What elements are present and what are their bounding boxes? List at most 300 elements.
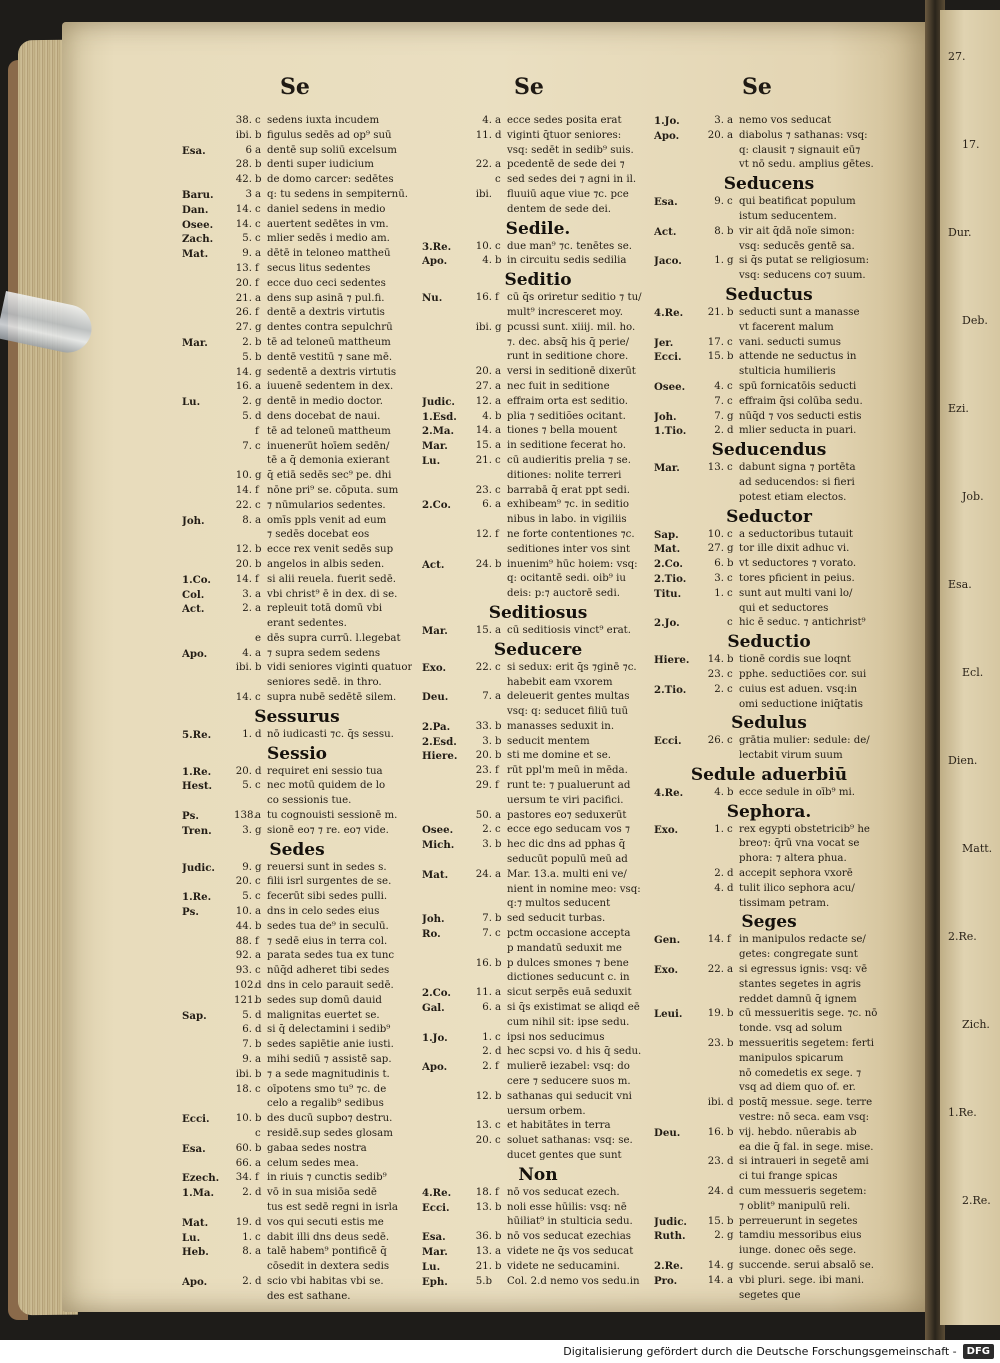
entry-ref	[654, 395, 706, 410]
entry-ref: Exo.	[654, 964, 679, 977]
entry-let: a	[495, 159, 502, 171]
entry-num: 22.	[707, 964, 724, 976]
entry-txt: nō iudicasti ⁊c. q̄s sessu.	[267, 728, 394, 740]
entry-let	[255, 528, 267, 543]
entry-txt: secus litus sedentes	[267, 262, 371, 274]
entry-let: f	[255, 425, 259, 437]
entry-txt: fecerūt sibi sedes pulli.	[267, 891, 388, 903]
concordance-entry	[422, 1260, 654, 1275]
concordance-entry	[654, 948, 884, 963]
entry-txt: des ducū supbo⁊ destru.	[267, 1113, 393, 1125]
entry-let: f	[255, 1172, 259, 1184]
entry-num: 10.	[475, 240, 492, 252]
concordance-entry	[422, 188, 654, 203]
entry-let	[727, 1200, 739, 1215]
entry-num	[234, 794, 255, 809]
entry-let: b	[495, 1090, 502, 1102]
entry-ref	[182, 158, 234, 173]
entry-ref	[654, 1096, 706, 1111]
entry-txt: uersum te viri pacifici.	[507, 794, 624, 806]
entry-ref: 5.Re.	[182, 728, 212, 741]
entry-ref: Gal.	[422, 1002, 445, 1015]
entry-ref: 4.Re.	[654, 306, 684, 319]
entry-txt: seditiones inter vos sint	[507, 543, 631, 555]
entry-num	[474, 513, 495, 528]
concordance-entry	[654, 653, 884, 668]
entry-ref: 2.Esd.	[422, 735, 457, 748]
entry-let	[255, 1290, 267, 1305]
entry-txt: mult⁹ incresceret moy.	[507, 306, 623, 318]
concordance-entry	[182, 588, 412, 603]
entry-ref	[654, 1289, 706, 1304]
entry-let: a	[495, 366, 502, 378]
entry-let: g	[727, 543, 734, 555]
entry-let: d	[727, 868, 734, 880]
concordance-entry	[654, 210, 884, 225]
entry-let	[495, 1016, 507, 1031]
entry-num	[706, 210, 727, 225]
entry-txt: grātia mulier: sedule: de/	[739, 735, 870, 747]
entry-ref: Esa.	[422, 1231, 446, 1244]
entry-num: 20.	[475, 366, 492, 378]
entry-num: 21.	[475, 454, 492, 466]
entry-ref	[654, 1141, 706, 1156]
concordance-entry	[654, 158, 884, 173]
entry-ref: Apo.	[182, 647, 208, 660]
entry-txt: rex egypti obstetricib⁹ he	[739, 823, 870, 835]
entry-txt: phora: ⁊ altera phua.	[739, 853, 847, 865]
entry-txt: reddet damnū q̄ ignem	[739, 993, 857, 1005]
entry-ref: Mar.	[422, 1245, 448, 1258]
entry-let: a	[255, 906, 262, 918]
entry-txt: hec scpsi vo. d his q̄ sedu.	[507, 1046, 642, 1058]
entry-let: c	[255, 233, 261, 245]
entry-ref	[422, 971, 474, 986]
entry-ref	[182, 528, 234, 543]
entry-ref	[422, 897, 474, 912]
entry-txt: ipsi nos seducimus	[507, 1031, 605, 1043]
concordance-entry	[422, 749, 654, 764]
entry-num	[706, 978, 727, 993]
entry-let	[495, 336, 507, 351]
entry-txt: cū q̄s oriretur seditio ⁊ tu/	[507, 292, 642, 304]
entry-txt: perreuerunt in segetes	[739, 1215, 858, 1227]
entry-let: f	[495, 1186, 499, 1198]
entry-ref: Esa.	[182, 1142, 206, 1155]
entry-txt: istum seducentem.	[739, 210, 837, 222]
entry-num: 88.	[235, 935, 252, 947]
entry-txt: pastores eo⁊ seduxerūt	[507, 809, 627, 821]
entry-ref	[422, 764, 474, 779]
entry-num: 102.	[234, 980, 257, 992]
concordance-entry	[654, 993, 884, 1008]
concordance-entry	[422, 883, 654, 898]
entry-let: d	[255, 728, 262, 740]
concordance-entry	[422, 624, 654, 639]
concordance-entry	[654, 749, 884, 764]
concordance-entry	[422, 543, 654, 558]
concordance-entry	[654, 933, 884, 948]
entry-num: 26.	[707, 735, 724, 747]
entry-let	[727, 1170, 739, 1185]
entry-num: 33.	[475, 720, 492, 732]
entry-ref: Sap.	[182, 1009, 207, 1022]
entry-num: 12.	[475, 1090, 492, 1102]
entry-num	[234, 454, 255, 469]
concordance-entry	[422, 350, 654, 365]
entry-num: 23.	[707, 1156, 724, 1168]
entry-ref	[654, 1155, 706, 1170]
concordance-entry	[422, 203, 654, 218]
entry-let: g	[255, 824, 262, 836]
entry-txt: tionē cordis sue loqnt	[739, 654, 851, 666]
entry-let: a	[727, 964, 734, 976]
concordance-entry	[182, 1216, 412, 1231]
concordance-entry	[182, 1171, 412, 1186]
entry-let: c	[495, 454, 501, 466]
entry-ref	[182, 676, 234, 691]
entry-txt: vt facerent malum	[739, 321, 834, 333]
concordance-entry	[654, 380, 884, 395]
entry-ref	[182, 292, 234, 307]
entry-txt: cū seditiosis vinct⁹ erat.	[507, 624, 631, 636]
concordance-entry	[654, 1007, 884, 1022]
entry-txt: effraim q̄si colūba sedu.	[739, 395, 863, 407]
entry-num: 7.	[482, 691, 492, 703]
concordance-entry	[182, 395, 412, 410]
entry-txt: nient in nomine meo: vsq:	[507, 883, 641, 895]
entry-let: b	[255, 1142, 262, 1154]
entry-ref	[182, 277, 234, 292]
entry-ref: Heb.	[182, 1246, 209, 1259]
entry-txt: cum messueris segetem:	[739, 1186, 867, 1198]
entry-txt: reuersi sunt in sedes s.	[267, 861, 387, 873]
column-1-lines	[182, 114, 412, 1305]
concordance-entry	[182, 440, 412, 455]
entry-let: a	[495, 1245, 502, 1257]
concordance-entry	[654, 254, 884, 269]
entry-num: 1.	[714, 255, 724, 267]
entry-ref	[654, 668, 706, 683]
entry-num: 4.	[714, 786, 724, 798]
concordance-entry	[182, 218, 412, 233]
entry-txt: vbi pluri. sege. ibi mani.	[739, 1274, 865, 1286]
entry-num: 24.	[475, 558, 492, 570]
entry-let	[495, 1215, 507, 1230]
entry-txt: versi in seditionē dixerūt	[507, 366, 636, 378]
entry-let: f	[495, 765, 499, 777]
entry-let: d	[255, 765, 262, 777]
entry-let: a	[495, 624, 502, 636]
concordance-entry	[422, 1060, 654, 1075]
entry-txt: tē ad teloneū mattheum	[267, 336, 391, 348]
entry-ref: Mat.	[422, 868, 449, 881]
entry-num: 12.	[475, 528, 492, 540]
entry-num: 60.	[235, 1142, 252, 1154]
entry-num: 2.	[482, 1061, 492, 1073]
entry-num: 5.	[242, 1009, 252, 1021]
entry-ref: Sap.	[654, 528, 679, 541]
concordance-entry	[422, 173, 654, 188]
entry-num	[706, 602, 727, 617]
concordance-entry	[654, 734, 884, 749]
entry-num	[706, 1052, 727, 1067]
entry-let: c	[495, 1135, 501, 1147]
entry-num: 22.	[235, 499, 252, 511]
concordance-entry	[422, 1001, 654, 1016]
entry-let: b	[255, 336, 262, 348]
entry-ref	[422, 779, 474, 794]
entry-ref	[422, 1105, 474, 1120]
entry-num: 14.	[707, 1260, 724, 1271]
entry-txt: nec fuit in seditione	[507, 380, 610, 392]
entry-txt: inuenim⁹ hūc hoiem: vsq:	[507, 558, 638, 570]
entry-let: b	[255, 351, 262, 363]
entry-txt: ⁊ a sede magnitudinis t.	[267, 1068, 390, 1080]
entry-let: c	[255, 1083, 261, 1095]
entry-txt: dictiones seducunt c. in	[507, 972, 630, 984]
entry-num: 14.	[235, 366, 252, 378]
entry-let: b	[495, 750, 502, 762]
concordance-entry	[422, 661, 654, 676]
entry-ref	[422, 380, 474, 395]
entry-num: 5.	[242, 233, 252, 245]
entry-let	[495, 971, 507, 986]
entry-num	[474, 350, 495, 365]
entry-ref	[182, 1127, 234, 1142]
entry-txt: dentes contra sepulchrū	[267, 322, 393, 334]
entry-let: b	[727, 786, 734, 798]
concordance-entry	[422, 779, 654, 794]
concordance-entry	[182, 573, 412, 588]
headword: Seditio	[504, 270, 572, 291]
entry-num: 5.	[242, 410, 252, 422]
entry-num	[234, 676, 255, 691]
entry-num: 11.	[475, 129, 492, 141]
entry-txt: et habitātes in terra	[507, 1120, 611, 1132]
entry-let: b	[255, 662, 262, 674]
entry-let: d	[727, 1156, 734, 1168]
entry-ref	[422, 321, 474, 336]
headword: Seducendus	[711, 440, 827, 461]
entry-let: a	[255, 144, 262, 156]
entry-txt: dens sup asinā ⁊ pul.fi.	[267, 292, 385, 304]
entry-let: f	[255, 277, 259, 289]
entry-ref: Ecci.	[654, 735, 682, 748]
entry-txt: in circuitu sedis sedilia	[507, 255, 627, 267]
entry-txt: vsq: q: seducet filiū tuū	[507, 706, 629, 718]
entry-txt: des est sathane.	[267, 1290, 351, 1302]
entry-let: g	[727, 1230, 734, 1242]
entry-let: b	[495, 1201, 502, 1213]
concordance-entry	[422, 484, 654, 499]
entry-num: 19.	[235, 1216, 252, 1228]
entry-ref	[654, 491, 706, 506]
entry-ref	[182, 1157, 234, 1172]
entry-txt: nōne pri⁹ se. cōputa. sum	[267, 484, 399, 496]
column-header-2: Se	[514, 74, 544, 100]
concordance-entry	[182, 809, 412, 824]
entry-let	[727, 749, 739, 764]
entry-num: 7.	[482, 913, 492, 925]
concordance-entry	[182, 1290, 412, 1305]
entry-let: e	[255, 632, 262, 644]
entry-let: f	[495, 528, 499, 540]
concordance-entry	[182, 262, 412, 277]
entry-ref: Mar.	[182, 336, 208, 349]
entry-txt: pctm occasione accepta	[507, 928, 631, 940]
concordance-entry	[182, 1023, 412, 1038]
entry-num: 14.	[235, 573, 252, 585]
concordance-entry	[182, 277, 412, 292]
concordance-entry	[182, 247, 412, 262]
concordance-entry	[422, 144, 654, 159]
entry-let: a	[495, 395, 502, 407]
entry-txt: succende. serui absalō se.	[739, 1260, 875, 1271]
concordance-entry	[654, 365, 884, 380]
concordance-entry	[654, 129, 884, 144]
entry-let: c	[255, 499, 261, 511]
entry-let	[727, 240, 739, 255]
entry-num: 10.	[235, 470, 252, 482]
entry-ref	[422, 794, 474, 809]
entry-num	[706, 993, 727, 1008]
entry-txt: omi seductione iniq̄tatis	[739, 698, 863, 710]
entry-num: 6.	[242, 1024, 252, 1036]
entry-let: a	[495, 115, 502, 126]
entry-num	[706, 897, 727, 912]
entry-num: 2.	[482, 824, 492, 836]
entry-txt: stantes segetes in agris	[739, 978, 861, 990]
concordance-entry	[654, 1126, 884, 1141]
entry-num: 8.	[242, 514, 252, 526]
entry-ref: Esa.	[654, 196, 678, 209]
entry-num: 9.	[242, 861, 252, 873]
entry-ref	[182, 1068, 234, 1083]
entry-txt: q: clausit ⁊ signauit eū⁊	[739, 144, 861, 156]
entry-ref: Jaco.	[654, 255, 682, 268]
concordance-entry	[182, 1009, 412, 1024]
entry-txt: sedes sup domū dauid	[267, 994, 382, 1006]
entry-txt: barrabā q̄ erat ppt sedi.	[507, 484, 630, 496]
entry-let	[255, 617, 267, 632]
entry-txt: postq̄ messue. sege. terre	[739, 1097, 873, 1109]
concordance-entry	[182, 964, 412, 979]
facing-page-fragment: Dur.	[948, 226, 972, 239]
entry-num: 2.	[482, 1046, 492, 1058]
entry-ref: 2.Tio.	[654, 683, 687, 696]
concordance-entry	[654, 542, 884, 557]
concordance-entry	[182, 129, 412, 144]
entry-ref	[182, 469, 234, 484]
entry-ref: Ruth.	[654, 1230, 686, 1243]
entry-txt: vsq: sedēt in sedib⁹ suis.	[507, 144, 634, 156]
entry-let: b	[255, 129, 262, 141]
entry-num: 20.	[235, 277, 252, 289]
concordance-entry	[654, 1274, 884, 1289]
entry-let: a	[727, 115, 734, 126]
entry-let: d	[255, 1009, 262, 1021]
entry-txt: seniores sedē. in thro.	[267, 677, 382, 689]
entry-txt: sedentē a dextris virtutis	[267, 366, 397, 378]
entry-ref: Mat.	[182, 1216, 209, 1229]
concordance-entry	[654, 1244, 884, 1259]
entry-num: 8.	[714, 225, 724, 237]
entry-txt: ⁊ oblit⁹ manipulū reli.	[739, 1200, 851, 1212]
entry-txt: tē ad teloneū mattheum	[267, 425, 391, 437]
entry-txt: vidi seniores viginti quatuor	[267, 662, 412, 674]
entry-num: ibi.	[475, 321, 492, 333]
entry-txt: nūq̄d adheret tibi sedes	[267, 965, 390, 977]
entry-num	[474, 942, 495, 957]
entry-ref: 2.Tio.	[654, 572, 687, 585]
concordance-entry	[182, 779, 412, 794]
entry-let: c	[495, 484, 501, 496]
entry-num: 6.	[714, 558, 724, 570]
entry-ref: Col.	[182, 588, 205, 601]
entry-ref: 1.Jo.	[654, 115, 680, 127]
concordance-entry	[182, 232, 412, 247]
entry-ref: Act.	[182, 603, 205, 616]
concordance-entry	[422, 676, 654, 691]
concordance-entry	[182, 1038, 412, 1053]
entry-txt: ⁊. dec. absq̄ his q̄ perie/	[507, 336, 630, 348]
entry-txt: hec dic dns ad pphas q̄	[507, 839, 626, 851]
entry-ref	[182, 454, 234, 469]
entry-let: c	[255, 876, 261, 888]
entry-txt: ⁊ sedē eius in terra col.	[267, 935, 388, 947]
entry-txt: messueritis segetem: ferti	[739, 1038, 874, 1050]
entry-let: d	[727, 1186, 734, 1198]
entry-num: 20.	[475, 1135, 492, 1147]
facing-page-fragment: Dien.	[948, 754, 978, 767]
entry-let: f	[495, 780, 499, 792]
entry-txt: accepit sephora vxorē	[739, 868, 853, 880]
entry-ref: Hest.	[182, 780, 213, 793]
concordance-entry	[654, 240, 884, 255]
entry-let: c	[727, 380, 733, 392]
concordance-entry	[654, 225, 884, 240]
entry-let: a	[495, 425, 502, 437]
concordance-entry	[182, 188, 412, 203]
entry-ref	[422, 336, 474, 351]
entry-let: g	[255, 470, 262, 482]
entry-num: 2.	[242, 603, 252, 615]
entry-txt: ditiones: nolite terreri	[507, 469, 622, 481]
entry-let: b	[255, 920, 262, 932]
concordance-entry	[422, 971, 654, 986]
entry-txt: hūiliat⁹ in stulticia sedu.	[507, 1216, 633, 1228]
entry-txt: dentē vestitū ⁊ sane mē.	[267, 351, 393, 363]
concordance-entry	[182, 1260, 412, 1275]
entry-let: b	[727, 351, 734, 363]
entry-let: d	[255, 1187, 262, 1199]
entry-ref	[422, 158, 474, 173]
entry-txt: vos qui secuti estis me	[267, 1216, 384, 1228]
entry-let: b	[727, 1215, 734, 1227]
concordance-entry	[422, 1186, 654, 1201]
concordance-entry	[422, 1090, 654, 1105]
entry-num: 12.	[235, 544, 252, 556]
entry-let: b	[255, 174, 262, 186]
entry-ref: Mat.	[654, 543, 681, 556]
entry-let: a	[727, 129, 734, 141]
entry-ref	[182, 964, 234, 979]
entry-num: ibi.	[707, 1097, 724, 1109]
entry-let: a	[495, 499, 502, 511]
entry-txt: effraim orta est seditio.	[507, 395, 628, 407]
entry-let: a	[255, 588, 262, 600]
